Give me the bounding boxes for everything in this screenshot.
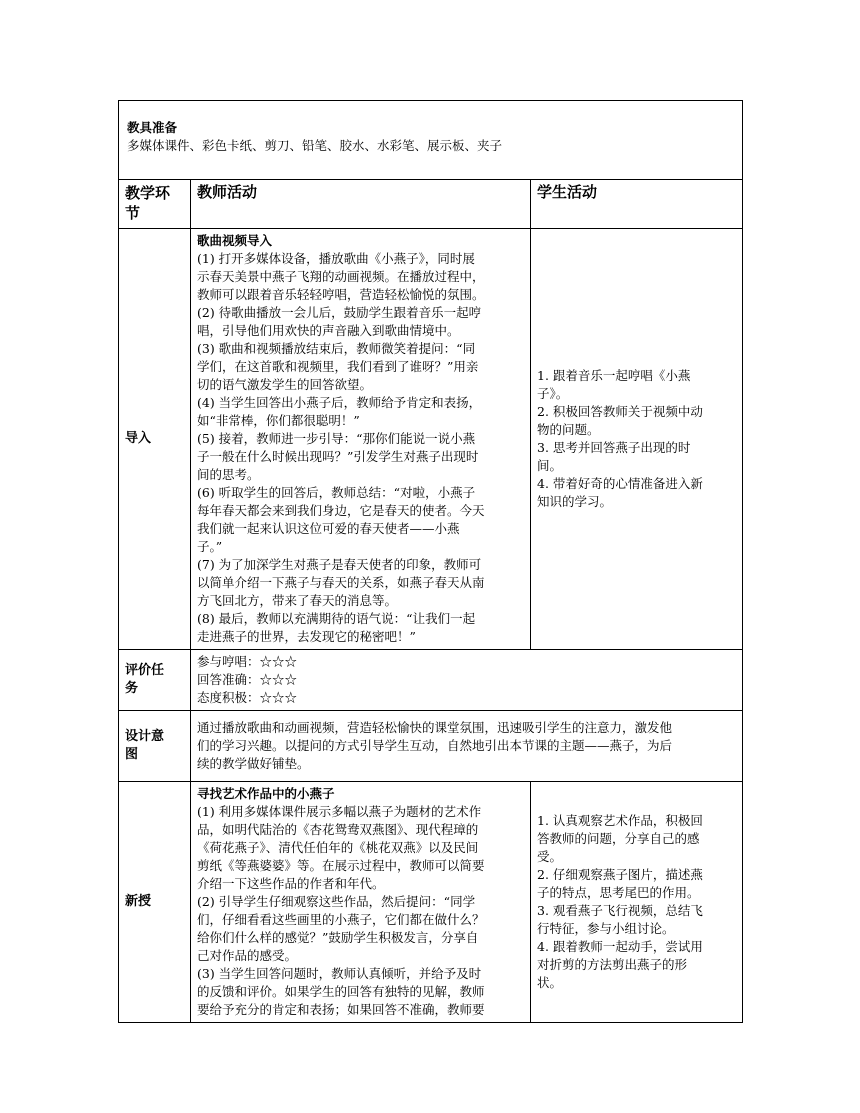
header-teacher: 教师活动 bbox=[191, 180, 531, 229]
text-line: 间的思考。 bbox=[197, 467, 260, 482]
text-line: 介绍一下这些作品的作者和年代。 bbox=[197, 876, 385, 891]
text-line: (5) 接着，教师进一步引导：“那你们能说一说小燕 bbox=[197, 431, 476, 446]
text-line: 子一般在什么时候出现吗？”引发学生对燕子出现时 bbox=[197, 449, 479, 464]
evaluation-row bbox=[119, 650, 743, 711]
intro-student-lines bbox=[537, 367, 736, 511]
text-line: (2) 待歌曲播放一会儿后，鼓励学生跟着音乐一起哼 bbox=[197, 305, 482, 320]
intro-label: 导入 bbox=[119, 229, 191, 650]
intro-row bbox=[119, 229, 743, 650]
evaluation-label-line1: 评价任 bbox=[125, 663, 165, 678]
text-line: 我们就一起来认识这位可爱的春天使者——小燕 bbox=[197, 521, 460, 536]
text-line: 子》。 bbox=[537, 386, 569, 401]
newlesson-row bbox=[119, 782, 743, 1023]
text-line: 续的教学做好铺垫。 bbox=[197, 756, 310, 771]
text-line: 知识的学习。 bbox=[537, 494, 613, 509]
header-student: 学生活动 bbox=[531, 180, 743, 229]
text-line: 学们，在这首歌和视频里，我们看到了谁呀？”用亲 bbox=[197, 359, 479, 374]
text-line: (7) 为了加深学生对燕子是春天使者的印象，教师可 bbox=[197, 557, 482, 572]
text-line: 2. 积极回答教师关于视频中动 bbox=[537, 404, 703, 419]
intro-student-cell bbox=[531, 229, 743, 650]
lesson-plan-page bbox=[118, 100, 742, 1023]
header-row bbox=[119, 180, 743, 229]
text-line: 给你们什么样的感觉？”鼓励学生积极发言，分享自 bbox=[197, 930, 479, 945]
text-line: 以简单介绍一下燕子与春天的关系，如燕子春天从南 bbox=[197, 575, 485, 590]
text-line: 的反馈和评价。如果学生的回答有独特的见解，教师 bbox=[197, 984, 485, 999]
text-line: 走进燕子的世界，去发现它的秘密吧！” bbox=[197, 629, 416, 644]
text-line: 受。 bbox=[537, 849, 563, 864]
text-line: (1) 打开多媒体设备，播放歌曲《小燕子》，同时展 bbox=[197, 251, 475, 266]
preparation-cell bbox=[119, 101, 743, 180]
text-line: 对折剪的方法剪出燕子的形 bbox=[537, 957, 688, 972]
text-line: 4. 带着好奇的心情准备进入新 bbox=[537, 476, 703, 491]
text-line: 方飞回北方，带来了春天的消息等。 bbox=[197, 593, 398, 608]
design-label-line2: 图 bbox=[125, 747, 139, 762]
intro-teacher-title: 歌曲视频导入 bbox=[197, 233, 273, 248]
lesson-plan-table bbox=[118, 100, 743, 1023]
newlesson-teacher-lines bbox=[197, 803, 524, 1019]
newlesson-student-lines bbox=[537, 812, 736, 992]
header-stage-line1: 教学环 bbox=[125, 184, 171, 202]
text-line: 如“非常棒，你们都很聪明！” bbox=[197, 413, 360, 428]
design-label-line1: 设计意 bbox=[125, 729, 165, 744]
text-line: 们，仔细看看这些画里的小燕子，它们都在做什么？ bbox=[197, 912, 485, 927]
evaluation-cell bbox=[191, 650, 743, 711]
preparation-title: 教具准备 bbox=[127, 120, 178, 135]
evaluation-label bbox=[119, 650, 191, 711]
text-line: 通过播放歌曲和动画视频，营造轻松愉快的课堂氛围，迅速吸引学生的注意力，激发他 bbox=[197, 720, 673, 735]
preparation-row bbox=[119, 101, 743, 180]
header-stage bbox=[119, 180, 191, 229]
preparation-content: 多媒体课件、彩色卡纸、剪刀、铅笔、胶水、水彩笔、展示板、夹子 bbox=[127, 138, 503, 153]
text-line: (1) 利用多媒体课件展示多幅以燕子为题材的艺术作 bbox=[197, 804, 482, 819]
design-label bbox=[119, 711, 191, 782]
text-line: 品，如明代陆治的《杏花鸳鸯双燕图》、现代程璋的 bbox=[197, 822, 479, 837]
text-line: 1. 跟着音乐一起哼唱《小燕 bbox=[537, 368, 691, 383]
text-line: 行特征，参与小组讨论。 bbox=[537, 921, 675, 936]
text-line: 子。” bbox=[197, 539, 223, 554]
design-row bbox=[119, 711, 743, 782]
text-line: 子的特点，思考尾巴的作用。 bbox=[537, 885, 700, 900]
newlesson-student-cell bbox=[531, 782, 743, 1023]
text-line: (8) 最后，教师以充满期待的语气说：“让我们一起 bbox=[197, 611, 476, 626]
text-line: 3. 思考并回答燕子出现的时 bbox=[537, 440, 691, 455]
text-line: 示春天美景中燕子飞翔的动画视频。在播放过程中， bbox=[197, 269, 485, 284]
text-line: 们的学习兴趣。以提问的方式引导学生互动，自然地引出本节课的主题——燕子，为后 bbox=[197, 738, 673, 753]
text-line: 《荷花燕子》、清代任伯年的《桃花双燕》以及民间 bbox=[197, 840, 479, 855]
text-line: 教师可以跟着音乐轻轻哼唱，营造轻松愉悦的氛围。 bbox=[197, 287, 485, 302]
text-line: 己对作品的感受。 bbox=[197, 948, 298, 963]
text-line: 唱，引导他们用欢快的声音融入到歌曲情境中。 bbox=[197, 323, 460, 338]
newlesson-teacher-cell bbox=[191, 782, 531, 1023]
text-line: 1. 认真观察艺术作品，积极回 bbox=[537, 813, 703, 828]
text-line: 物的问题。 bbox=[537, 422, 600, 437]
text-line: (6) 听取学生的回答后，教师总结：“对啦，小燕子 bbox=[197, 485, 476, 500]
newlesson-label: 新授 bbox=[119, 782, 191, 1023]
text-line: (2) 引导学生仔细观察这些作品，然后提问：“同学 bbox=[197, 894, 476, 909]
text-line: 态度积极：☆☆☆ bbox=[197, 690, 298, 705]
text-line: 剪纸《等燕婆婆》等。在展示过程中，教师可以简要 bbox=[197, 858, 485, 873]
intro-teacher-cell bbox=[191, 229, 531, 650]
text-line: 回答准确：☆☆☆ bbox=[197, 672, 298, 687]
intro-teacher-lines bbox=[197, 250, 524, 646]
header-stage-line2: 节 bbox=[125, 204, 141, 222]
text-line: (3) 歌曲和视频播放结束后，教师微笑着提问：“同 bbox=[197, 341, 476, 356]
design-cell bbox=[191, 711, 743, 782]
text-line: 4. 跟着教师一起动手，尝试用 bbox=[537, 939, 703, 954]
design-lines bbox=[197, 719, 736, 773]
text-line: 切的语气激发学生的回答欲望。 bbox=[197, 377, 373, 392]
text-line: (3) 当学生回答问题时，教师认真倾听，并给予及时 bbox=[197, 966, 482, 981]
text-line: 间。 bbox=[537, 458, 563, 473]
text-line: 要给予充分的肯定和表扬；如果回答不准确，教师要 bbox=[197, 1002, 485, 1017]
text-line: 答教师的问题，分享自己的感 bbox=[537, 831, 700, 846]
text-line: 参与哼唱：☆☆☆ bbox=[197, 654, 298, 669]
evaluation-label-line2: 务 bbox=[125, 681, 139, 696]
text-line: 每年春天都会来到我们身边，它是春天的使者。今天 bbox=[197, 503, 485, 518]
text-line: 状。 bbox=[537, 975, 563, 990]
text-line: (4) 当学生回答出小燕子后，教师给予肯定和表扬， bbox=[197, 395, 482, 410]
text-line: 2. 仔细观察燕子图片，描述燕 bbox=[537, 867, 703, 882]
newlesson-teacher-title: 寻找艺术作品中的小燕子 bbox=[197, 786, 335, 801]
text-line: 3. 观看燕子飞行视频，总结飞 bbox=[537, 903, 703, 918]
evaluation-lines bbox=[197, 653, 736, 707]
